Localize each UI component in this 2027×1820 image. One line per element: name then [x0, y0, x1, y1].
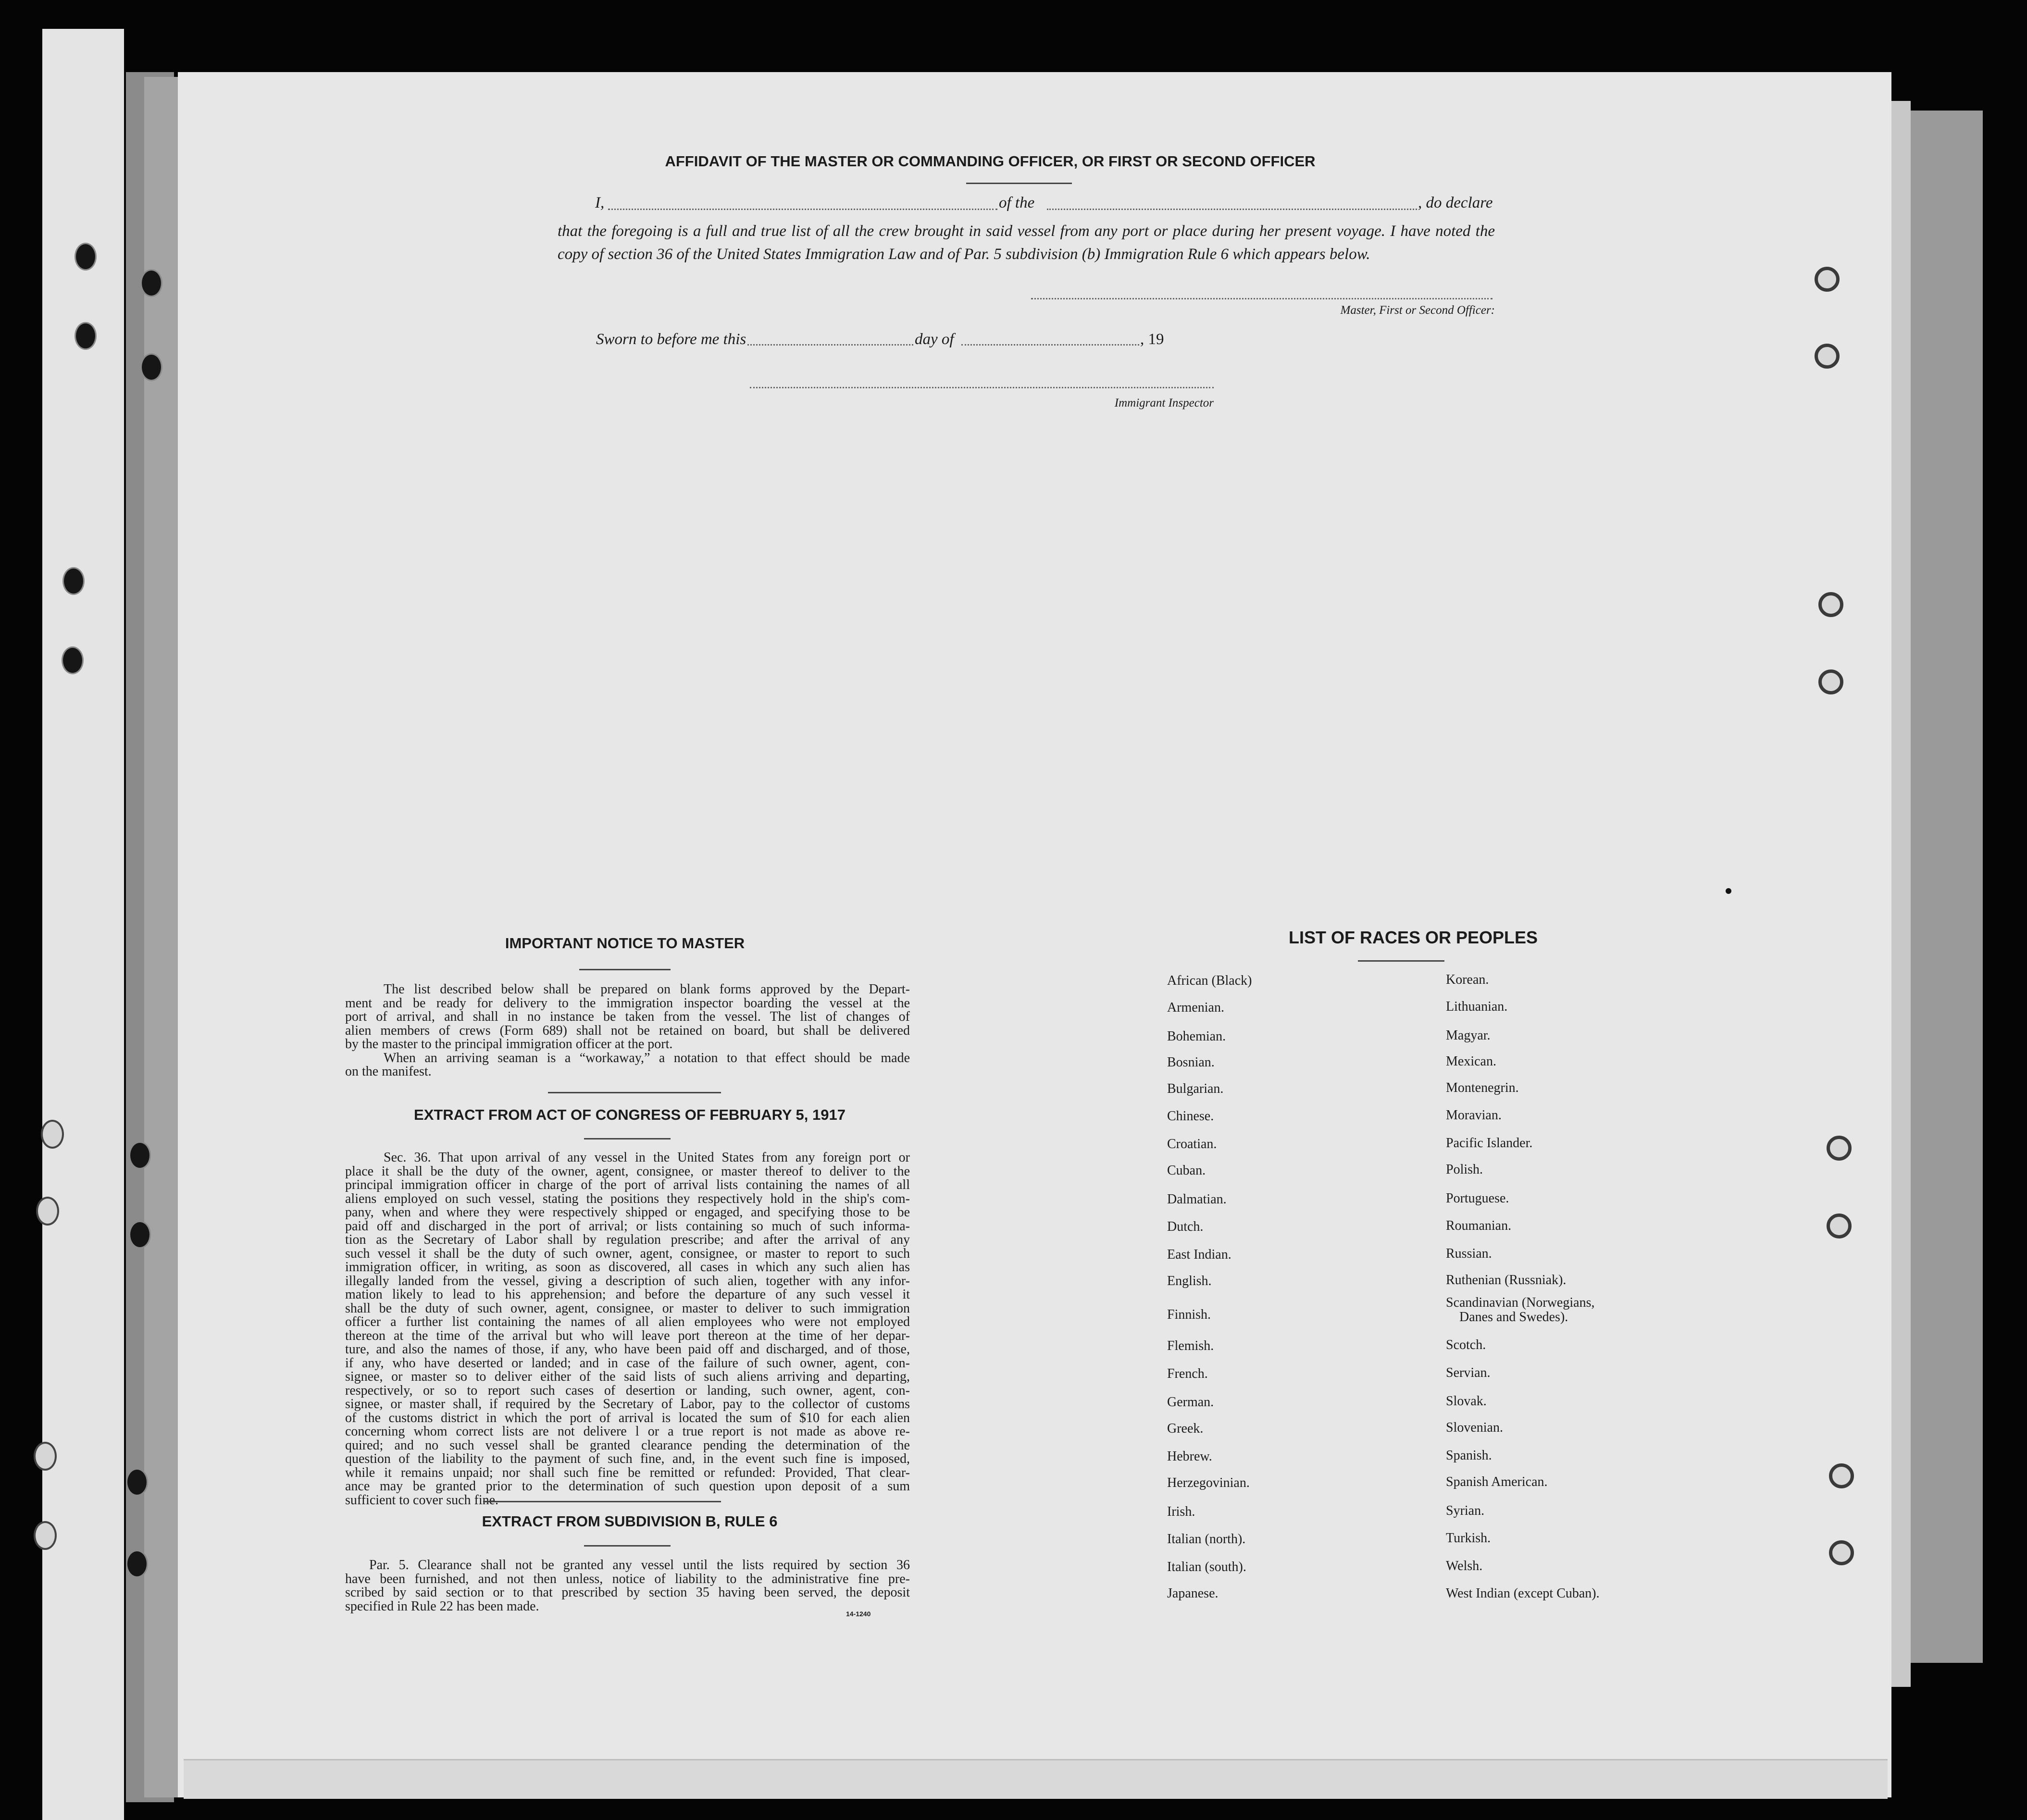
act-line: sufficient to cover such fine.: [345, 1492, 499, 1508]
race-item: Irish.: [1167, 1504, 1195, 1519]
race-item: Moravian.: [1446, 1108, 1502, 1123]
act-line: immigration officer, in writing, as soon as discovered, all cases in which any such alien has: [345, 1260, 910, 1275]
race-item: Dutch.: [1167, 1219, 1204, 1234]
rule-line: Par. 5. Clearance shall not be granted any vessel until the lists required by section 36: [369, 1558, 910, 1572]
act-extract-text: [345, 1151, 910, 1507]
race-item: Ruthenian (Russniak).: [1446, 1273, 1567, 1288]
affidavit-title: AFFIDAVIT OF THE MASTER OR COMMANDING OFFICER, OR FIRST OR SECOND OFFICER: [665, 153, 1316, 170]
rule-line: specified in Rule 22 has been made.: [345, 1598, 539, 1614]
sworn-day-of: day of: [915, 331, 954, 348]
notice-line: When an arriving seaman is a “workaway,” a notation to that effect should be made: [384, 1050, 910, 1065]
rule-extract-title: EXTRACT FROM SUBDIVISION B, RULE 6: [482, 1513, 778, 1530]
binder-hole: [140, 269, 162, 297]
race-item: Magyar.: [1446, 1028, 1491, 1043]
act-line: signee, or master shall, if required by the Secretary of Labor, pay to the collector of customs: [345, 1397, 910, 1411]
binder-hole: [129, 1141, 151, 1169]
binder-hole: [41, 1120, 64, 1149]
binder-hole: [126, 1550, 148, 1578]
race-item: African (Black): [1167, 973, 1252, 988]
race-item: English.: [1167, 1274, 1212, 1288]
act-line: officer a further list containing the names of all alien employees who were not employed: [345, 1314, 910, 1329]
race-item: Italian (south).: [1167, 1560, 1246, 1574]
binder-ring: [1818, 669, 1843, 694]
act-line: principal immigration officer in charge of the port of arrival lists containing the names of all: [345, 1177, 910, 1192]
race-item: Bulgarian.: [1167, 1081, 1224, 1096]
act-line: while it remains unpaid; nor shall such fine be remitted or refunded: Provided, That clear-: [345, 1465, 910, 1480]
act-line: shall be the duty of such owner, agent, consignee, or master to deliver to such immigration: [345, 1300, 910, 1316]
notice-line: The list described below shall be prepared on blank forms approved by the Depart-: [384, 982, 910, 997]
notice-line: alien members of crews (Form 689) shall not be retained on board, but shall be delivered: [345, 1023, 910, 1038]
act-line: illegally landed from the vessel, giving a description of such alien, together with any infor-: [345, 1273, 910, 1288]
act-line: thereon at the time of the arrival but who will leave port thereon at the time of her depar-: [345, 1328, 910, 1343]
race-item: French.: [1167, 1366, 1208, 1381]
page-stack-bottom-edge: [184, 1759, 1888, 1799]
notice-underline: [579, 969, 671, 970]
race-item: Herzegovinian.: [1167, 1475, 1250, 1490]
act-line: quired; and no such vessel shall be granted clearance pending the determination of the: [345, 1437, 910, 1453]
notice-title: IMPORTANT NOTICE TO MASTER: [505, 935, 745, 952]
act-line: paid off and discharged in the port of arrival; or lists containing so much of such informa-: [345, 1218, 910, 1234]
race-item: Servian.: [1446, 1365, 1491, 1380]
binder-hole: [34, 1442, 57, 1471]
affidavit-i: I,: [595, 194, 605, 211]
rule-extract-text: [345, 1559, 910, 1613]
notice-line: by the master to the principal immigration officer at the port.: [345, 1037, 673, 1052]
binder-hole: [62, 646, 84, 674]
act-line: pany, when and where they were respectively shipped or engaged, and specifying those to be: [345, 1205, 910, 1220]
inspector-signature-line: [750, 387, 1214, 388]
race-item: Syrian.: [1446, 1503, 1485, 1518]
act-line: aliens employed on such vessel, stating the positions they respectively hold in the ship's com-: [345, 1191, 910, 1206]
sworn-year: , 19: [1140, 331, 1164, 348]
race-item: Japanese.: [1167, 1586, 1219, 1601]
race-item: Bohemian.: [1167, 1029, 1226, 1044]
race-item: Mexican.: [1446, 1054, 1496, 1069]
rule-underline: [584, 1545, 671, 1547]
affidavit-line3: copy of section 36 of the United States Immigration Law and of Par. 5 subdivision (b) Immigration Rule 6 which appears below.: [558, 246, 1370, 263]
binder-ring: [1829, 1463, 1854, 1488]
act-line: tion as the Secretary of Labor shall by regulation prescribe; and after the arrival of any: [345, 1232, 910, 1247]
sworn-month-blank: [961, 344, 1139, 346]
race-item: Dalmatian.: [1167, 1192, 1227, 1207]
form-number: 14-1240: [846, 1610, 871, 1618]
binder-ring: [1818, 592, 1843, 617]
act-underline: [584, 1138, 671, 1139]
race-item: Croatian.: [1167, 1137, 1217, 1151]
race-item: Flemish.: [1167, 1338, 1214, 1353]
notice-text: [345, 983, 910, 1079]
binder-hole: [126, 1468, 148, 1496]
act-line: such vessel it shall be the duty of such owner, agent, consignee, or master to report to such: [345, 1246, 910, 1261]
race-item: Russian.: [1446, 1246, 1492, 1261]
race-item: West Indian (except Cuban).: [1446, 1586, 1600, 1601]
left-binding-strip: [42, 29, 124, 1820]
race-item: Turkish.: [1446, 1531, 1491, 1546]
race-item: Danes and Swedes).: [1459, 1310, 1568, 1325]
binder-hole: [62, 567, 85, 595]
race-item: Chinese.: [1167, 1109, 1214, 1124]
race-item: Welsh.: [1446, 1559, 1483, 1573]
race-item: East Indian.: [1167, 1247, 1231, 1262]
binder-hole: [129, 1221, 151, 1249]
race-item: Bosnian.: [1167, 1055, 1215, 1070]
act-line: signee, or master so to deliver either of the said lists of such aliens arriving and departing,: [345, 1369, 910, 1384]
section-divider: [483, 1501, 721, 1502]
act-line: place it shall be the duty of the owner, agent, consignee, or master thereof to deliver to the: [345, 1164, 910, 1179]
notice-line: ment and be ready for delivery to the immigration inspector boarding the vessel at the: [345, 995, 910, 1011]
binder-hole: [34, 1521, 57, 1550]
binder-ring: [1815, 267, 1840, 292]
act-extract-title: EXTRACT FROM ACT OF CONGRESS OF FEBRUARY 5, 1917: [414, 1106, 846, 1123]
affidavit-line2: that the foregoing is a full and true list of all the crew brought in said vessel from any port or place during her present voyage. I have noted the: [558, 223, 1495, 240]
act-line: mation likely to lead to his apprehension; and before the departure of any such vessel it: [345, 1287, 910, 1302]
race-item: Finnish.: [1167, 1307, 1211, 1322]
affidavit-do-declare: , do declare: [1418, 194, 1493, 211]
race-item: Montenegrin.: [1446, 1080, 1519, 1095]
race-item: Pacific Islander.: [1446, 1136, 1533, 1151]
race-item: Italian (north).: [1167, 1532, 1246, 1547]
race-item: Lithuanian.: [1446, 999, 1508, 1014]
act-line: respectively, or so to report such cases of desertion or landing, such owner, agent, con-: [345, 1383, 910, 1398]
act-line: concerning whom correct lists are not delivere l or a true report is not made as above re-: [345, 1424, 910, 1439]
race-item: Greek.: [1167, 1421, 1204, 1436]
race-item: Polish.: [1446, 1162, 1483, 1177]
race-item: German.: [1167, 1395, 1214, 1410]
binder-ring: [1815, 344, 1840, 369]
title-underline: [966, 183, 1072, 184]
race-item: Portuguese.: [1446, 1191, 1509, 1206]
rule-line: have been furnished, and not then unless, notice of liability to the administrative fine pre-: [345, 1571, 910, 1586]
race-item: Hebrew.: [1167, 1449, 1212, 1464]
race-item: Slovak.: [1446, 1394, 1487, 1409]
race-item: Spanish American.: [1446, 1474, 1548, 1489]
ink-dot: [1726, 888, 1731, 894]
binder-ring: [1827, 1213, 1852, 1238]
inspector-label: Immigrant Inspector: [1114, 396, 1214, 409]
affidavit-of-the: of the: [999, 194, 1035, 211]
race-item: Roumanian.: [1446, 1218, 1512, 1233]
act-line: if any, who have deserted or landed; and in case of the failure of such owner, agent, con-: [345, 1355, 910, 1371]
vessel-blank: [1047, 209, 1417, 210]
binder-hole: [75, 322, 97, 350]
race-item: Scandinavian (Norwegians,: [1446, 1295, 1595, 1310]
act-line: Sec. 36. That upon arrival of any vessel in the United States from any foreign port or: [384, 1150, 910, 1165]
race-item: Korean.: [1446, 972, 1489, 987]
officer-signature-line: [1031, 298, 1492, 299]
binder-hole: [36, 1197, 59, 1226]
binder-hole: [75, 243, 97, 271]
race-item: Armenian.: [1167, 1000, 1224, 1015]
race-item: Cuban.: [1167, 1163, 1206, 1178]
race-item: Slovenian.: [1446, 1420, 1503, 1435]
sworn-text: Sworn to before me this: [596, 331, 746, 348]
sworn-date-blank: [747, 344, 913, 346]
binder-hole: [140, 353, 162, 381]
name-blank: [608, 209, 997, 210]
act-line: question of the liability to the payment of such fine, and, in the event such fine is imposed,: [345, 1451, 910, 1466]
races-underline: [1358, 960, 1444, 962]
officer-label: Master, First or Second Officer:: [1340, 304, 1495, 317]
notice-line: on the manifest.: [345, 1064, 432, 1079]
binder-ring: [1827, 1136, 1852, 1161]
act-line: ance may be granted prior to the determination of such question upon deposit of a sum: [345, 1479, 910, 1494]
binding-shadow-inner: [144, 77, 178, 1797]
act-line: of the customs district in which the port of arrival is located the sum of $10 for each alien: [345, 1410, 910, 1425]
race-item: Spanish.: [1446, 1448, 1492, 1463]
notice-line: port of arrival, and shall in no instance be taken from the vessel. The list of changes of: [345, 1009, 910, 1024]
act-line: ture, and also the names of those, if any, who have been paid off and discharged, and of those,: [345, 1342, 910, 1357]
section-divider: [548, 1092, 721, 1093]
binder-ring: [1829, 1540, 1854, 1565]
race-item: Scotch.: [1446, 1337, 1486, 1352]
races-title: LIST OF RACES OR PEOPLES: [1288, 928, 1538, 947]
rule-line: scribed by said section or to that prescribed by section 35 having been served, the deposit: [345, 1585, 910, 1600]
